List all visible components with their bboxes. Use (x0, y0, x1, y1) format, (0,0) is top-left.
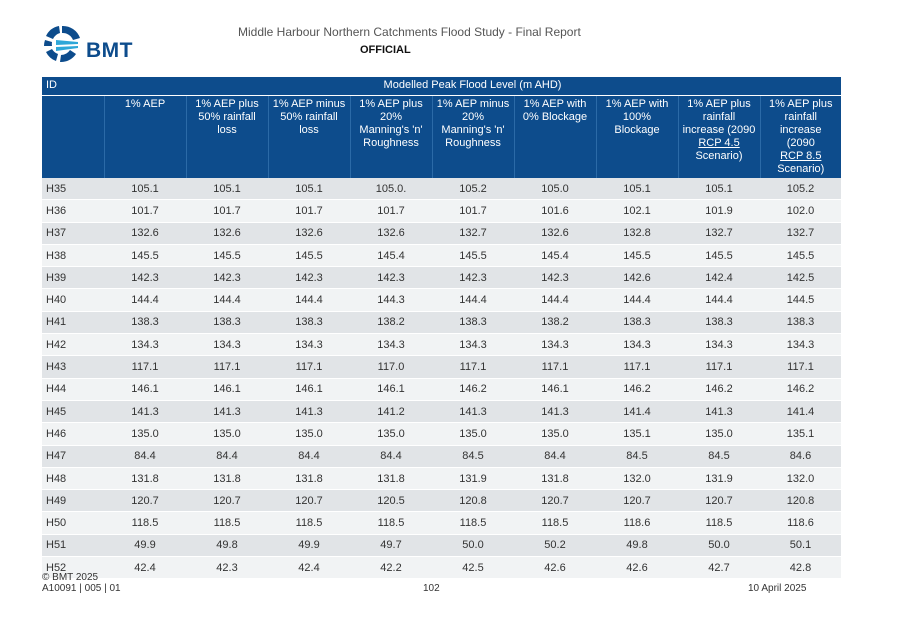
flood-level-cell: 50.0 (678, 534, 760, 556)
flood-level-cell: 132.6 (268, 222, 350, 244)
flood-level-cell: 50.2 (514, 534, 596, 556)
flood-level-cell: 42.3 (186, 557, 268, 579)
flood-level-cell: 118.5 (514, 512, 596, 534)
column-header (350, 96, 432, 179)
flood-level-cell: 138.3 (432, 311, 514, 333)
column-header-line: Roughness (445, 137, 501, 149)
column-header-line: Scenario) (695, 150, 743, 162)
flood-level-cell: 105.1 (186, 178, 268, 200)
flood-level-cell: 84.4 (104, 445, 186, 467)
flood-level-cell: 141.2 (350, 400, 432, 422)
flood-level-cell: 146.2 (596, 378, 678, 400)
flood-level-cell: 102.0 (760, 200, 841, 222)
column-header-line: 20% (379, 111, 403, 123)
flood-level-cell: 120.7 (268, 490, 350, 512)
flood-level-cell: 42.4 (268, 557, 350, 579)
flood-level-cell: 84.4 (268, 445, 350, 467)
column-header-line: Manning's 'n' (441, 124, 505, 136)
document-reference: A10091 | 005 | 01 (42, 583, 121, 594)
flood-level-cell: 142.3 (268, 267, 350, 289)
column-header-line: 1% AEP minus (436, 98, 510, 110)
flood-level-cell: 105.1 (104, 178, 186, 200)
flood-level-cell: 144.4 (432, 289, 514, 311)
column-header-line: Blockage (614, 124, 660, 136)
flood-level-cell: 144.5 (760, 289, 841, 311)
flood-level-cell: 135.0 (268, 423, 350, 445)
flood-level-cell: 145.5 (432, 244, 514, 266)
flood-level-cell: 49.7 (350, 534, 432, 556)
flood-level-cell: 102.1 (596, 200, 678, 222)
flood-level-cell: 120.7 (596, 490, 678, 512)
flood-level-cell: 105.1 (678, 178, 760, 200)
flood-level-cell: 132.8 (596, 222, 678, 244)
id-header: ID (42, 77, 104, 96)
flood-level-cell: 101.9 (678, 200, 760, 222)
row-id-cell: H49 (42, 490, 104, 512)
flood-level-cell: 146.1 (268, 378, 350, 400)
flood-level-cell: 134.3 (432, 334, 514, 356)
column-header-line: rainfall (784, 111, 817, 123)
column-header-line: Scenario) (777, 163, 825, 175)
flood-level-cell: 142.4 (678, 267, 760, 289)
group-header: Modelled Peak Flood Level (m AHD) (104, 77, 841, 96)
flood-level-cell: 84.4 (350, 445, 432, 467)
flood-level-cell: 105.0 (514, 178, 596, 200)
column-header-line: 50% rainfall (280, 111, 338, 123)
flood-level-cell: 118.6 (596, 512, 678, 534)
column-header-line: 100% (622, 111, 652, 123)
flood-level-cell: 141.3 (186, 400, 268, 422)
row-id-cell: H47 (42, 445, 104, 467)
table-row (42, 378, 841, 400)
flood-level-cell: 135.0 (514, 423, 596, 445)
flood-level-cell: 132.0 (596, 467, 678, 489)
flood-level-cell: 146.2 (760, 378, 841, 400)
flood-level-cell: 117.1 (760, 356, 841, 378)
flood-level-cell: 142.3 (514, 267, 596, 289)
flood-level-cell: 84.5 (596, 445, 678, 467)
row-id-cell: H48 (42, 467, 104, 489)
table-row (42, 445, 841, 467)
flood-level-cell: 120.5 (350, 490, 432, 512)
flood-level-cell: 118.5 (678, 512, 760, 534)
flood-level-cell: 146.1 (186, 378, 268, 400)
table-row (42, 512, 841, 534)
column-header (760, 96, 841, 179)
table-row (42, 467, 841, 489)
document-title: Middle Harbour Northern Catchments Flood Study - Final Report (238, 25, 581, 39)
flood-level-cell: 117.1 (104, 356, 186, 378)
flood-level-cell: 144.4 (678, 289, 760, 311)
flood-level-cell: 134.3 (678, 334, 760, 356)
flood-level-cell: 144.4 (104, 289, 186, 311)
flood-level-cell: 101.7 (268, 200, 350, 222)
flood-level-cell: 118.6 (760, 512, 841, 534)
table-row (42, 178, 841, 200)
row-id-cell: H44 (42, 378, 104, 400)
column-header (596, 96, 678, 179)
row-id-cell: H43 (42, 356, 104, 378)
column-header (104, 96, 186, 179)
flood-level-cell: 145.5 (760, 244, 841, 266)
flood-level-cell: 134.3 (350, 334, 432, 356)
table-row (42, 311, 841, 333)
flood-level-cell: 134.3 (760, 334, 841, 356)
flood-level-cell: 117.1 (432, 356, 514, 378)
flood-level-cell: 141.3 (268, 400, 350, 422)
flood-level-cell: 138.3 (760, 311, 841, 333)
table-row (42, 490, 841, 512)
page-number: 102 (423, 583, 440, 594)
id-header-spacer (42, 96, 104, 179)
table-row (42, 289, 841, 311)
flood-level-cell: 42.4 (104, 557, 186, 579)
column-header (432, 96, 514, 179)
flood-level-cell: 144.3 (350, 289, 432, 311)
flood-level-cell: 132.6 (186, 222, 268, 244)
flood-level-cell: 141.3 (678, 400, 760, 422)
flood-level-cell: 138.3 (678, 311, 760, 333)
flood-level-cell: 131.9 (432, 467, 514, 489)
flood-level-cell: 101.7 (104, 200, 186, 222)
flood-level-cell: 132.6 (350, 222, 432, 244)
flood-level-cell: 141.3 (432, 400, 514, 422)
table-row (42, 334, 841, 356)
flood-level-cell: 84.4 (186, 445, 268, 467)
column-header-line: 0% Blockage (522, 111, 588, 123)
flood-level-cell: 118.5 (186, 512, 268, 534)
flood-level-cell: 117.1 (596, 356, 678, 378)
flood-level-cell: 142.3 (350, 267, 432, 289)
column-header-line: increase (2090 (779, 124, 822, 149)
flood-level-cell: 117.1 (186, 356, 268, 378)
column-header (514, 96, 596, 179)
column-header-line: 1% AEP minus (272, 98, 346, 110)
flood-level-cell: 131.8 (514, 467, 596, 489)
flood-level-cell: 118.5 (268, 512, 350, 534)
flood-level-cell: 120.7 (104, 490, 186, 512)
flood-level-cell: 141.4 (596, 400, 678, 422)
flood-level-cell: 135.0 (432, 423, 514, 445)
column-header-line: rainfall (702, 111, 736, 123)
flood-level-cell: 49.9 (104, 534, 186, 556)
flood-level-cell: 144.4 (596, 289, 678, 311)
flood-level-cell: 49.9 (268, 534, 350, 556)
copyright: © BMT 2025 (42, 572, 99, 583)
column-header-line: 50% rainfall (198, 111, 256, 123)
column-header-line: loss (299, 124, 319, 136)
flood-level-cell: 105.1 (596, 178, 678, 200)
table-row (42, 423, 841, 445)
flood-level-cell: 144.4 (186, 289, 268, 311)
column-header-line: RCP 8.5 (780, 150, 822, 162)
flood-level-cell: 132.7 (760, 222, 841, 244)
column-header-line: Manning's 'n' (359, 124, 423, 136)
flood-level-table (42, 77, 841, 579)
column-header-line: 1% AEP with (523, 98, 587, 110)
flood-level-cell: 131.8 (268, 467, 350, 489)
flood-level-cell: 142.3 (186, 267, 268, 289)
flood-level-cell: 50.1 (760, 534, 841, 556)
row-id-cell: H42 (42, 334, 104, 356)
row-id-cell: H51 (42, 534, 104, 556)
table-row (42, 356, 841, 378)
flood-level-cell: 142.3 (104, 267, 186, 289)
flood-level-cell: 101.7 (350, 200, 432, 222)
document-date: 10 April 2025 (748, 583, 807, 594)
flood-level-cell: 138.2 (350, 311, 432, 333)
flood-level-cell: 138.3 (186, 311, 268, 333)
column-header-line: 1% AEP (124, 98, 166, 110)
column-header (678, 96, 760, 179)
flood-level-cell: 120.7 (186, 490, 268, 512)
flood-level-cell: 134.3 (514, 334, 596, 356)
column-header (268, 96, 350, 179)
column-header-line: 1% AEP plus (769, 98, 833, 110)
flood-level-cell: 42.5 (432, 557, 514, 579)
row-id-cell: H41 (42, 311, 104, 333)
table-row (42, 200, 841, 222)
row-id-cell: H40 (42, 289, 104, 311)
row-id-cell: H37 (42, 222, 104, 244)
row-id-cell: H38 (42, 244, 104, 266)
flood-level-cell: 145.5 (268, 244, 350, 266)
flood-level-cell: 101.6 (514, 200, 596, 222)
column-header-line: 1% AEP plus (687, 98, 751, 110)
table-row (42, 534, 841, 556)
row-id-cell: H39 (42, 267, 104, 289)
column-header-line: increase (2090 (682, 124, 756, 136)
table-row (42, 222, 841, 244)
flood-level-cell: 142.5 (760, 267, 841, 289)
flood-level-cell: 138.2 (514, 311, 596, 333)
column-header-line: 1% AEP plus (195, 98, 259, 110)
flood-level-cell: 120.8 (760, 490, 841, 512)
flood-level-cell: 146.1 (350, 378, 432, 400)
flood-level-cell: 132.6 (104, 222, 186, 244)
flood-level-cell: 134.3 (104, 334, 186, 356)
row-id-cell: H36 (42, 200, 104, 222)
flood-level-cell: 84.4 (514, 445, 596, 467)
flood-level-cell: 120.8 (432, 490, 514, 512)
flood-level-cell: 42.6 (514, 557, 596, 579)
flood-level-cell: 118.5 (104, 512, 186, 534)
flood-level-cell: 135.1 (596, 423, 678, 445)
flood-level-cell: 105.2 (760, 178, 841, 200)
row-id-cell: H46 (42, 423, 104, 445)
flood-level-cell: 141.3 (104, 400, 186, 422)
flood-level-cell: 138.3 (596, 311, 678, 333)
flood-level-cell: 135.0 (104, 423, 186, 445)
flood-level-cell: 145.4 (350, 244, 432, 266)
flood-level-cell: 117.1 (678, 356, 760, 378)
flood-level-cell: 118.5 (432, 512, 514, 534)
table-row (42, 400, 841, 422)
table-row (42, 244, 841, 266)
flood-level-cell: 134.3 (186, 334, 268, 356)
column-header-line: 1% AEP with (605, 98, 669, 110)
flood-level-cell: 84.5 (678, 445, 760, 467)
flood-level-cell: 131.9 (678, 467, 760, 489)
flood-level-cell: 105.1 (268, 178, 350, 200)
flood-level-cell: 134.3 (268, 334, 350, 356)
flood-level-cell: 145.5 (186, 244, 268, 266)
flood-level-cell: 135.0 (186, 423, 268, 445)
table-row (42, 267, 841, 289)
flood-level-cell: 138.3 (268, 311, 350, 333)
flood-level-cell: 117.1 (268, 356, 350, 378)
flood-level-cell: 132.6 (514, 222, 596, 244)
flood-level-cell: 144.4 (514, 289, 596, 311)
flood-level-cell: 50.0 (432, 534, 514, 556)
flood-level-cell: 145.5 (678, 244, 760, 266)
row-id-cell: H50 (42, 512, 104, 534)
flood-level-cell: 42.2 (350, 557, 432, 579)
flood-level-cell: 135.1 (760, 423, 841, 445)
column-header-line: 20% (461, 111, 485, 123)
flood-level-cell: 84.5 (432, 445, 514, 467)
classification-label: OFFICIAL (360, 44, 411, 56)
flood-level-cell: 105.0. (350, 178, 432, 200)
flood-level-cell: 131.8 (350, 467, 432, 489)
flood-level-cell: 120.7 (514, 490, 596, 512)
row-id-cell: H45 (42, 400, 104, 422)
column-header (186, 96, 268, 179)
flood-level-cell: 101.7 (432, 200, 514, 222)
flood-level-cell: 145.5 (596, 244, 678, 266)
flood-level-cell: 146.2 (678, 378, 760, 400)
flood-level-cell: 118.5 (350, 512, 432, 534)
flood-level-cell: 141.3 (514, 400, 596, 422)
column-header-line: loss (217, 124, 237, 136)
flood-level-cell: 135.0 (350, 423, 432, 445)
flood-level-cell: 132.0 (760, 467, 841, 489)
flood-level-cell: 117.0 (350, 356, 432, 378)
flood-level-cell: 42.6 (596, 557, 678, 579)
flood-level-cell: 142.6 (596, 267, 678, 289)
column-header-line: Roughness (363, 137, 419, 149)
flood-level-cell: 135.0 (678, 423, 760, 445)
flood-level-cell: 146.1 (104, 378, 186, 400)
flood-level-cell: 145.5 (104, 244, 186, 266)
column-header-line: RCP 4.5 (698, 137, 740, 149)
row-id-cell: H52 (42, 557, 104, 579)
flood-level-cell: 131.8 (104, 467, 186, 489)
flood-level-cell: 138.3 (104, 311, 186, 333)
flood-level-cell: 141.4 (760, 400, 841, 422)
column-header-line: 1% AEP plus (359, 98, 423, 110)
flood-level-cell: 144.4 (268, 289, 350, 311)
row-id-cell: H35 (42, 178, 104, 200)
flood-level-cell: 42.7 (678, 557, 760, 579)
flood-level-cell: 49.8 (596, 534, 678, 556)
flood-level-cell: 117.1 (514, 356, 596, 378)
flood-level-cell: 42.8 (760, 557, 841, 579)
flood-level-cell: 132.7 (432, 222, 514, 244)
flood-level-cell: 49.8 (186, 534, 268, 556)
table-row (42, 557, 841, 579)
flood-level-cell: 84.6 (760, 445, 841, 467)
flood-level-cell: 101.7 (186, 200, 268, 222)
flood-level-cell: 146.1 (514, 378, 596, 400)
flood-level-cell: 134.3 (596, 334, 678, 356)
logo-text: BMT (86, 39, 133, 62)
flood-level-cell: 132.7 (678, 222, 760, 244)
flood-level-cell: 131.8 (186, 467, 268, 489)
flood-level-cell: 146.2 (432, 378, 514, 400)
flood-level-cell: 145.4 (514, 244, 596, 266)
flood-level-cell: 120.7 (678, 490, 760, 512)
flood-level-cell: 142.3 (432, 267, 514, 289)
flood-level-cell: 105.2 (432, 178, 514, 200)
